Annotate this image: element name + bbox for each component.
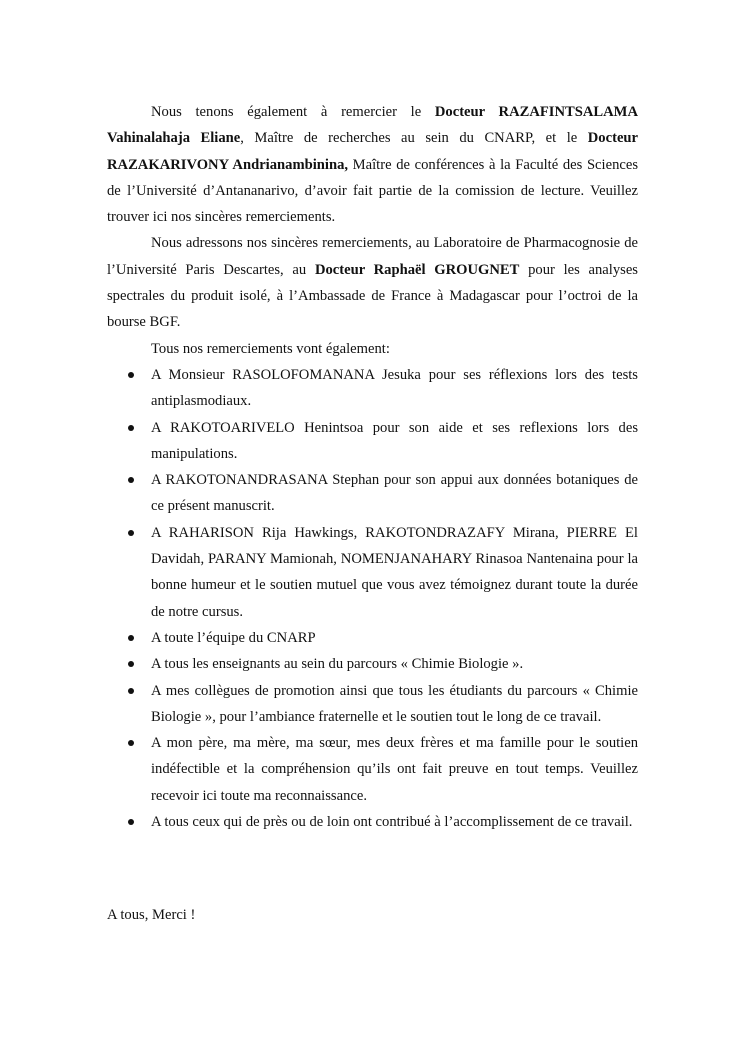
bullet-icon: [128, 372, 134, 378]
bullet-icon: [128, 635, 134, 641]
list-item: [107, 678, 638, 731]
list-item: [107, 362, 638, 415]
list-item: [107, 415, 638, 468]
bullet-icon: [128, 740, 134, 746]
paragraph-text: Nous tenons également à remercier le: [151, 104, 435, 120]
name-bold: Docteur RAZAFINTSALAMA Vahinalahaja Eliane: [107, 104, 638, 147]
closing-line: A tous, Merci !: [107, 907, 196, 923]
acknowledgement-list: [107, 362, 638, 835]
paragraph-text: , Maître de recherches au sein du CNARP, et le: [240, 130, 588, 147]
paragraph-text: Nous adressons nos sincères remerciements, au Laboratoire de Pharmacognosie de l’Université Paris Descartes, au: [107, 235, 638, 278]
paragraph-commission: [107, 99, 638, 230]
bullet-icon: [128, 477, 134, 483]
paragraph-laboratory: [107, 230, 638, 335]
acknowledgements-body: [107, 99, 638, 835]
list-item-text: A tous ceux qui de près ou de loin ont contribué à l’accomplissement de ce travail.: [151, 814, 633, 831]
bullet-icon: [128, 425, 134, 431]
paragraph-text: pour les analyses spectrales du produit isolé, à l’Ambassade de France à Madagascar pour l’octroi de la bourse BGF.: [107, 261, 638, 331]
list-item-text: A RAKOTONANDRASANA Stephan pour son appui aux données botaniques de ce présent manuscrit.: [151, 472, 638, 515]
list-item: [107, 467, 638, 520]
list-item-text: A mon père, ma mère, ma sœur, mes deux frères et ma famille pour le soutien indéfectible et la compréhension qu’ils ont fait preuve en tout temps. Veuillez recevoir ici toute ma reconnaissance.: [151, 735, 638, 804]
list-item: [107, 809, 638, 835]
paragraph-text: Maître de conférences à la Faculté des Sciences de l’Université d’Antananarivo, d’avoir fait partie de la comission de lecture. Veuillez trouver ici nos sincères remerciements.: [107, 156, 639, 226]
bullet-icon: [128, 661, 134, 667]
paragraph-intro-list: Tous nos remerciements vont également:: [151, 340, 390, 357]
list-item-text: A tous les enseignants au sein du parcours « Chimie Biologie ».: [151, 656, 524, 673]
bullet-icon: [128, 819, 134, 825]
name-bold: Docteur RAZAKARIVONY Andrianambinina,: [107, 130, 639, 173]
list-item-text: A RAKOTOARIVELO Henintsoa pour son aide et ses reflexions lors des manipulations.: [151, 419, 638, 462]
list-item: [107, 625, 638, 651]
list-item: [107, 730, 638, 809]
name-bold: Docteur Raphaël GROUGNET: [314, 261, 520, 278]
list-item: [107, 651, 638, 677]
list-item-text: A mes collègues de promotion ainsi que tous les étudiants du parcours « Chimie Biologie », pour l’ambiance fraternelle et le soutien tout le long de ce travail.: [151, 682, 638, 725]
list-item-text: A RAHARISON Rija Hawkings, RAKOTONDRAZAFY Mirana, PIERRE El Davidah, PARANY Mamionah, NOMENJANAHARY Rinasoa Nantenaina pour la bonne humeur et le soutien mutuel que vous avez témoignez durant toute la durée de notre cursus.: [151, 524, 638, 620]
list-item-text: A toute l’équipe du CNARP: [151, 629, 316, 646]
bullet-icon: [128, 530, 134, 536]
bullet-icon: [128, 688, 134, 694]
list-item: [107, 520, 638, 625]
list-item-text: A Monsieur RASOLOFOMANANA Jesuka pour ses réflexions lors des tests antiplasmodiaux.: [151, 366, 638, 410]
